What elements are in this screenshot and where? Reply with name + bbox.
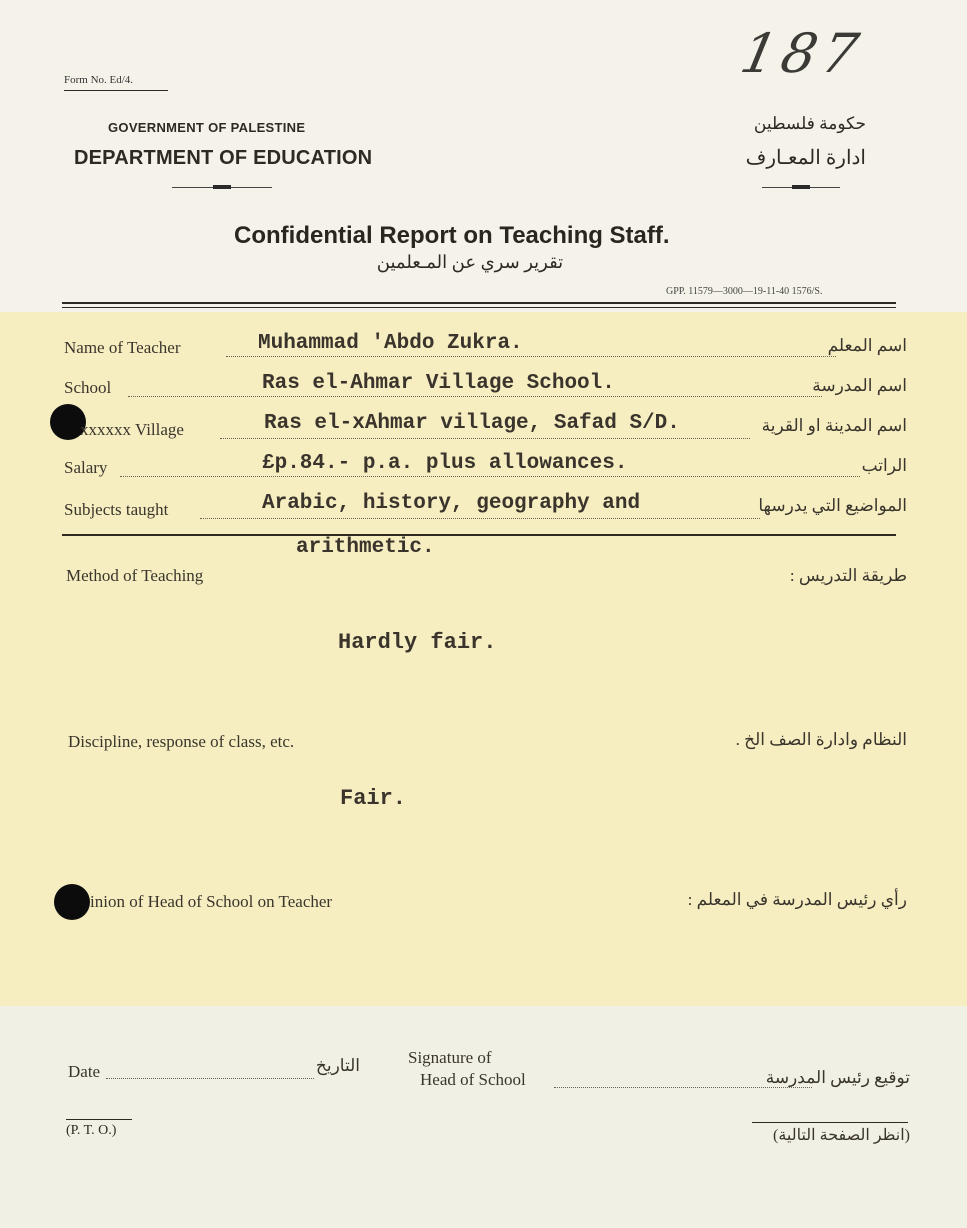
- field-dots: [120, 476, 860, 477]
- field-label-salary-ar: الراتب: [861, 456, 907, 475]
- field-label-teacher-name-ar: اسم المعلم: [827, 336, 907, 355]
- signature-label-line1: Signature of: [408, 1048, 492, 1067]
- opinion-label-ar: رأي رئيس المدرسة في المعلم :: [687, 890, 907, 909]
- government-heading: GOVERNMENT OF PALESTINE: [108, 120, 306, 135]
- field-value-village: Ras el-xAhmar village, Safad S/D.: [264, 412, 680, 435]
- page-bottom-area: [0, 1006, 967, 1228]
- department-heading: DEPARTMENT OF EDUCATION: [74, 147, 373, 169]
- field-label-subjects: Subjects taught: [64, 500, 169, 519]
- form-number-underline: [64, 90, 168, 91]
- field-label-teacher-name: Name of Teacher: [64, 338, 181, 357]
- punch-hole: [54, 884, 90, 920]
- form-number: Form No. Ed/4.: [64, 74, 134, 86]
- field-value-subjects-continued: arithmetic.: [296, 536, 435, 559]
- field-value-salary: £p.84.- p.a. plus allowances.: [262, 452, 628, 475]
- signature-label-ar: توقيع رئيس المدرسة: [765, 1068, 910, 1087]
- print-code: GPP. 11579—3000—19-11-40 1576/S.: [666, 286, 823, 297]
- pto-label: (P. T. O.): [66, 1123, 117, 1138]
- field-label-village: xxxxxx Village: [80, 420, 184, 439]
- discipline-label: Discipline, response of class, etc.: [68, 732, 295, 751]
- field-dots: [200, 518, 760, 519]
- report-title-ar: تقرير سري عن المـعلمين: [376, 252, 564, 272]
- signature-label-line2: Head of School: [420, 1070, 526, 1089]
- field-label-salary: Salary: [64, 458, 108, 477]
- field-dots: [128, 396, 822, 397]
- field-dots: [226, 356, 836, 357]
- government-heading-ar: حكومة فلسطين: [753, 114, 866, 133]
- discipline-label-ar: النظام وادارة الصف الخ .: [735, 730, 907, 749]
- title-rule-top: [62, 302, 896, 304]
- method-value: Hardly fair.: [338, 630, 497, 655]
- handwritten-page-number: 187: [735, 22, 870, 85]
- left-ornament-rule: [172, 187, 272, 188]
- date-label: Date: [68, 1062, 101, 1081]
- field-label-school: School: [64, 378, 112, 397]
- section-rule: [62, 534, 896, 536]
- field-value-teacher-name: Muhammad 'Abdo Zukra.: [258, 332, 523, 355]
- field-dots: [220, 438, 750, 439]
- pto-rule: [66, 1119, 132, 1120]
- method-label-ar: طريقة التدريس :: [789, 566, 907, 585]
- opinion-label: inion of Head of School on Teacher: [90, 892, 333, 911]
- method-label: Method of Teaching: [66, 566, 204, 585]
- field-label-village-ar: اسم المدينة او القرية: [761, 416, 907, 435]
- date-label-ar: التاريخ: [315, 1056, 360, 1075]
- field-label-subjects-ar: المواضيع التي يدرسها: [758, 496, 907, 515]
- report-title: Confidential Report on Teaching Staff.: [234, 222, 670, 249]
- department-heading-ar: ادارة المعـارف: [745, 147, 866, 169]
- field-value-school: Ras el-Ahmar Village School.: [262, 372, 615, 395]
- pto-label-ar: (انظر الصفحة التالية): [772, 1127, 910, 1144]
- date-dots: [106, 1078, 314, 1079]
- pto-ar-rule: [752, 1122, 908, 1123]
- right-ornament-rule: [762, 187, 840, 188]
- discipline-value: Fair.: [340, 786, 407, 811]
- field-label-school-ar: اسم المدرسة: [812, 376, 907, 395]
- title-rule-bottom: [62, 307, 896, 308]
- field-value-subjects: Arabic, history, geography and: [262, 492, 641, 515]
